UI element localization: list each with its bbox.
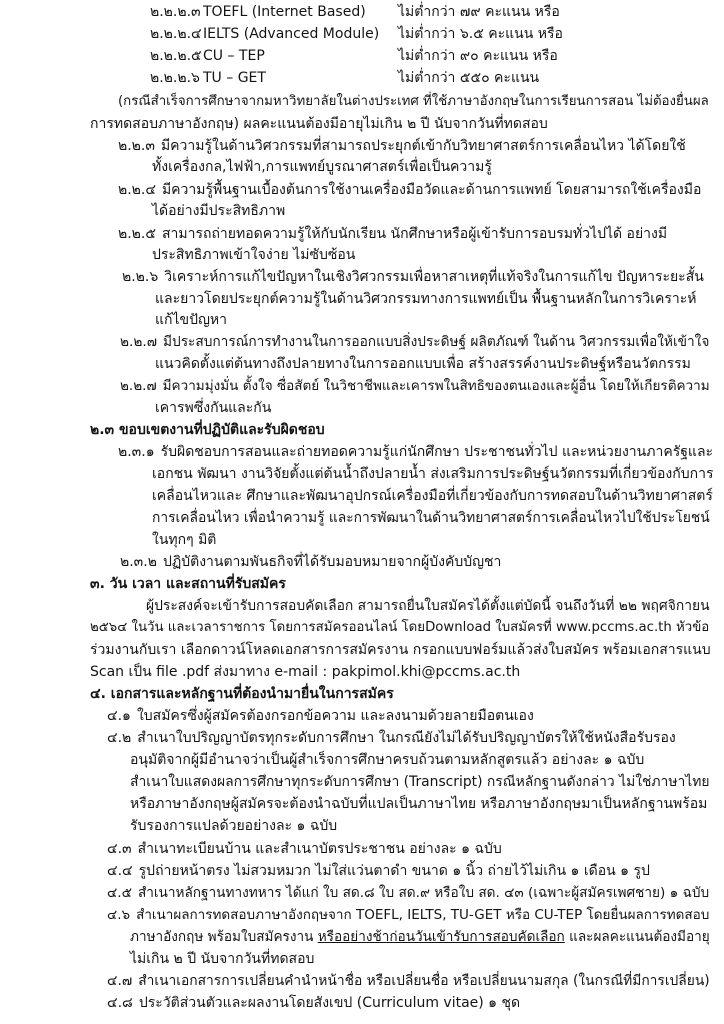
item-text: สามารถถ่ายทอดความรู้ให้กับนักเรียน นักศึกษาหรือผู้เข้ารับการอบรมทั่วไปได้ อย่างมี (161, 226, 668, 242)
item-number: ๔.๒ (107, 730, 132, 746)
item-text: สำเนาหลักฐานทางทหาร ได้แก่ ใบ สด.๘ ใบ สด.๙ หรือใบ สด. ๔๓ (เฉพาะผู้สมัครเพศชาย) ๑ ฉบับ (137, 885, 710, 901)
section-heading-documents: ๔. เอกสารและหลักฐานที่ต้องนำมายื่นในการสมัคร (90, 686, 394, 702)
document-item (107, 971, 710, 991)
item-text: สำเนาเอกสารการเปลี่ยนคำนำหน้าชื่อ หรือเปลี่ยนชื่อ หรือเปลี่ยนนามสกุล (ในกรณีที่มีการเปลี่ยน) (138, 973, 710, 989)
application-text: หัวข้อ (671, 620, 710, 635)
document-item (107, 839, 502, 859)
item-number: ๒.๒.๗ (120, 334, 157, 350)
document-item (107, 905, 709, 925)
application-text: ๒๕๖๔ ในวัน และเวลาราชการ โดยการสมัครออนไลน์ โดยDownload ใบสมัครที่ (90, 620, 556, 635)
item-text: ปฏิบัติงานตามพันธกิจที่ได้รับมอบหมายจากผู้บังคับบัญชา (162, 554, 502, 570)
english-test-code: ๒.๒.๒.๕ (150, 48, 202, 64)
item-text: และผลคะแนนต้องมีอายุ (564, 929, 710, 945)
qualification-item (120, 376, 710, 396)
english-test-minimum: ไม่ต่ำกว่า ๗๙ คะแนน หรือ (398, 4, 560, 20)
application-paragraph-line: ผู้ประสงค์จะเข้ารับการสอบคัดเลือก สามารถยื่นใบสมัครได้ตั้งแต่บัดนี้ จนถึงวันที่ ๒๒ พฤศจิกายน (146, 598, 710, 614)
application-paragraph-line (90, 662, 520, 682)
test-note-line: การทดสอบภาษาอังกฤษ) ผลคะแนนต้องมีอายุไม่เกิน ๒ ปี นับจากวันที่ทดสอบ (90, 116, 548, 132)
item-number: ๒.๒.๗ (120, 378, 157, 394)
item-number: ๒.๒.๕ (118, 226, 156, 242)
item-text: ใบสมัครซึ่งผู้สมัครต้องกรอกข้อความ และลงนามด้วยลายมือตนเอง (136, 708, 534, 724)
item-number: ๔.๘ (107, 995, 133, 1011)
item-text: รูปถ่ายหน้าตรง ไม่สวมหมวก ไม่ใส่แว่นตาดำ ขนาด ๑ นิ้ว ถ่ายไว้ไม่เกิน ๑ เดือน ๑ รูป (138, 863, 650, 879)
item-number: ๒.๒.๔ (118, 182, 156, 198)
item-text: รับผิดชอบการสอนและถ่ายทอดความรู้แก่นักศึกษา ประชาชนทั่วไป และหน่วยงานภาครัฐและ (160, 444, 714, 460)
item-text: มีความรู้พื้นฐานเบื้องต้นการใช้งานเครื่องมือวัดและด้านการแพทย์ โดยสามารถใช้เครื่องมือ (161, 182, 702, 198)
website-url: www.pccms.ac.th (555, 620, 672, 635)
item-text-continued: การเคลื่อนไหว เพื่อนำความรู้ และการพัฒนาในด้านวิทยาศาสตร์การเคลื่อนไหวไปใช้ประโยชน์ (152, 510, 710, 526)
item-text: วิเคราะห์การแก้ไขปัญหาในเชิงวิศวกรรมเพื่อหาสาเหตุที่แท้จริงในการแก้ไข ปัญหาระยะสั้น (164, 269, 704, 285)
item-text-continued: สำเนาใบแสดงผลการศึกษาทุกระดับการศึกษา (Transcript) กรณีหลักฐานดังกล่าว ไม่ใช่ภาษาไทย (130, 774, 710, 790)
item-text-continued: รับรองการแปลด้วยอย่างละ ๑ ฉบับ (130, 818, 338, 834)
application-paragraph-line (90, 618, 709, 638)
item-text: มีประสบการณ์การทำงานในการออกแบบสิ่งประดิษฐ์ ผลิตภัณฑ์ ในด้าน วิศวกรรมเพื่อให้เข้าใจ (163, 334, 710, 350)
english-test-name: TU – GET (203, 70, 266, 86)
english-test-minimum: ไม่ต่ำกว่า ๕๕๐ คะแนน (398, 70, 540, 86)
english-test-row (0, 2, 724, 22)
qualification-item (118, 224, 667, 244)
item-text: สำเนาทะเบียนบ้าน และสำเนาบัตรประชาชน อย่างละ ๑ ฉบับ (137, 841, 502, 857)
item-text-continued: ไม่เกิน ๒ ปี นับจากวันที่ทดสอบ (130, 951, 315, 967)
item-text: มีความมุ่งมั่น ตั้งใจ ซื่อสัตย์ ในวิชาชีพและเคารพในสิทธิของตนเองและผู้อื่น โดยให้เกียรติความ (162, 378, 710, 394)
english-test-row (0, 46, 724, 66)
section-heading-application: ๓. วัน เวลา และสถานที่รับสมัคร (90, 576, 286, 592)
item-number: ๔.๓ (107, 841, 132, 857)
qualification-item (122, 267, 704, 287)
item-text-continued: และยาวโดยประยุกต์ความรู้ในด้านวิศวกรรมทางการแพทย์เป็น พื้นฐานหลักในการวิเคราะห์ (155, 291, 697, 307)
item-number: ๔.๖ (107, 907, 131, 923)
item-text: สำเนาผลการทดสอบภาษาอังกฤษจาก TOEFL, IELTS, TU-GET หรือ CU-TEP โดยยื่นผลการทดสอบ (136, 907, 710, 923)
item-text-continued: ทั้งเครื่องกล,ไฟฟ้า,การแพทย์บูรณาศาสตร์เพื่อเป็นความรู้ (152, 159, 492, 175)
item-text-continued: เคารพซึ่งกันและกัน (155, 400, 272, 416)
item-text-continued: เอกชน พัฒนา งานวิจัยตั้งแต่ต้นน้ำถึงปลายน้ำ ส่งเสริมการประดิษฐ์นวัตกรรมที่เกี่ยวข้องกับการ (152, 466, 714, 482)
item-number: ๔.๔ (107, 863, 133, 879)
document-item (107, 861, 650, 881)
item-text: สำเนาใบปริญญาบัตรทุกระดับการศึกษา ในกรณียังไม่ได้รับปริญญาบัตรให้ใช้หนังสือรับรอง (137, 730, 676, 746)
test-note-line: (กรณีสำเร็จการศึกษาจากมหาวิทยาลัยในต่างประเทศ ที่ใช้ภาษาอังกฤษในการเรียนการสอน ไม่ต้องยื่นผล (118, 94, 709, 109)
item-text: ประวัติส่วนตัวและผลงานโดยสังเขป (Curriculum vitae) ๑ ชุด (138, 995, 521, 1011)
item-text-continued: หรือภาษาอังกฤษผู้สมัครจะต้องนำฉบับที่แปลเป็นภาษาไทย หรือภาษาอังกฤษมาเป็นหลักฐานพร้อม (130, 796, 708, 812)
item-text-continued: แก้ไขปัญหา (155, 312, 228, 328)
qualification-item (118, 180, 701, 200)
application-paragraph-line: ร่วมงานกับเรา เลือกดาวน์โหลดเอกสารการสมัครงาน กรอกแบบฟอร์มแล้วส่งใบสมัคร พร้อมเอกสารแนบ (90, 642, 711, 658)
english-test-name: IELTS (Advanced Module) (203, 26, 380, 42)
item-text-continued: ประสิทธิภาพเข้าใจง่าย ไม่ซับซ้อน (152, 247, 356, 263)
item-number: ๒.๒.๖ (122, 269, 159, 285)
item-text-continued: เคลื่อนไหวและ ศึกษาและพัฒนาอุปกรณ์เครื่องมือที่เกี่ยวข้องกับการทดสอบในด้านวิทยาศาสตร์ (152, 488, 713, 504)
item-number: ๒.๓.๑ (118, 444, 155, 460)
item-number: ๔.๑ (107, 708, 131, 724)
scope-item (120, 552, 501, 572)
email-address: pakpimol.khi@pccms.ac.th (331, 664, 521, 680)
item-text: ภาษาอังกฤษ พร้อมใบสมัครงาน (130, 929, 318, 945)
english-test-code: ๒.๒.๒.๖ (150, 70, 200, 86)
item-number: ๒.๒.๓ (118, 138, 155, 154)
document-item (107, 706, 534, 726)
item-text-continued: ในทุกๆ มิติ (152, 532, 217, 548)
item-number: ๔.๗ (107, 973, 133, 989)
english-test-code: ๒.๒.๒.๔ (150, 26, 202, 42)
document-item (107, 883, 709, 903)
item-text-continued (130, 927, 710, 947)
section-heading-scope: ๒.๓ ขอบเขตงานที่ปฏิบัติและรับผิดชอบ (90, 422, 325, 438)
application-text: Scan เป็น file .pdf ส่งมาทาง e-mail : (90, 664, 332, 680)
english-test-minimum: ไม่ต่ำกว่า ๙๐ คะแนน หรือ (398, 48, 558, 64)
qualification-item (120, 332, 709, 352)
item-text-continued: ได้อย่างมีประสิทธิภาพ (152, 203, 286, 219)
document-item (107, 728, 676, 748)
underlined-text: หรืออย่างช้าก่อนวันเข้ารับการสอบคัดเลือก (317, 929, 565, 945)
english-test-row (0, 24, 724, 44)
scope-item (118, 442, 713, 462)
item-text-continued: อนุมัติจากผู้มีอำนาจว่าเป็นผู้สำเร็จการศึกษาครบถ้วนตามหลักสูตรแล้ว อย่างละ ๑ ฉบับ (130, 752, 645, 768)
english-test-name: CU – TEP (203, 48, 265, 64)
item-number: ๒.๓.๒ (120, 554, 157, 570)
english-test-code: ๒.๒.๒.๓ (150, 4, 201, 20)
english-test-row (0, 68, 724, 88)
document-item (107, 993, 520, 1013)
item-text-continued: แนวคิดตั้งแต่ต้นทางถึงปลายทางในการออกแบบเพื่อ สร้างสรรค์งานประดิษฐ์หรือนวัตกรรม (155, 356, 691, 372)
item-number: ๔.๕ (107, 885, 132, 901)
qualification-item (118, 136, 686, 156)
english-test-name: TOEFL (Internet Based) (203, 4, 366, 20)
item-text: มีความรู้ในด้านวิศวกรรมที่สามารถประยุกต์เข้ากับวิทยาศาสตร์การเคลื่อนไหว ได้โดยใช้ (160, 138, 686, 154)
english-test-minimum: ไม่ต่ำกว่า ๖.๕ คะแนน หรือ (398, 26, 563, 42)
